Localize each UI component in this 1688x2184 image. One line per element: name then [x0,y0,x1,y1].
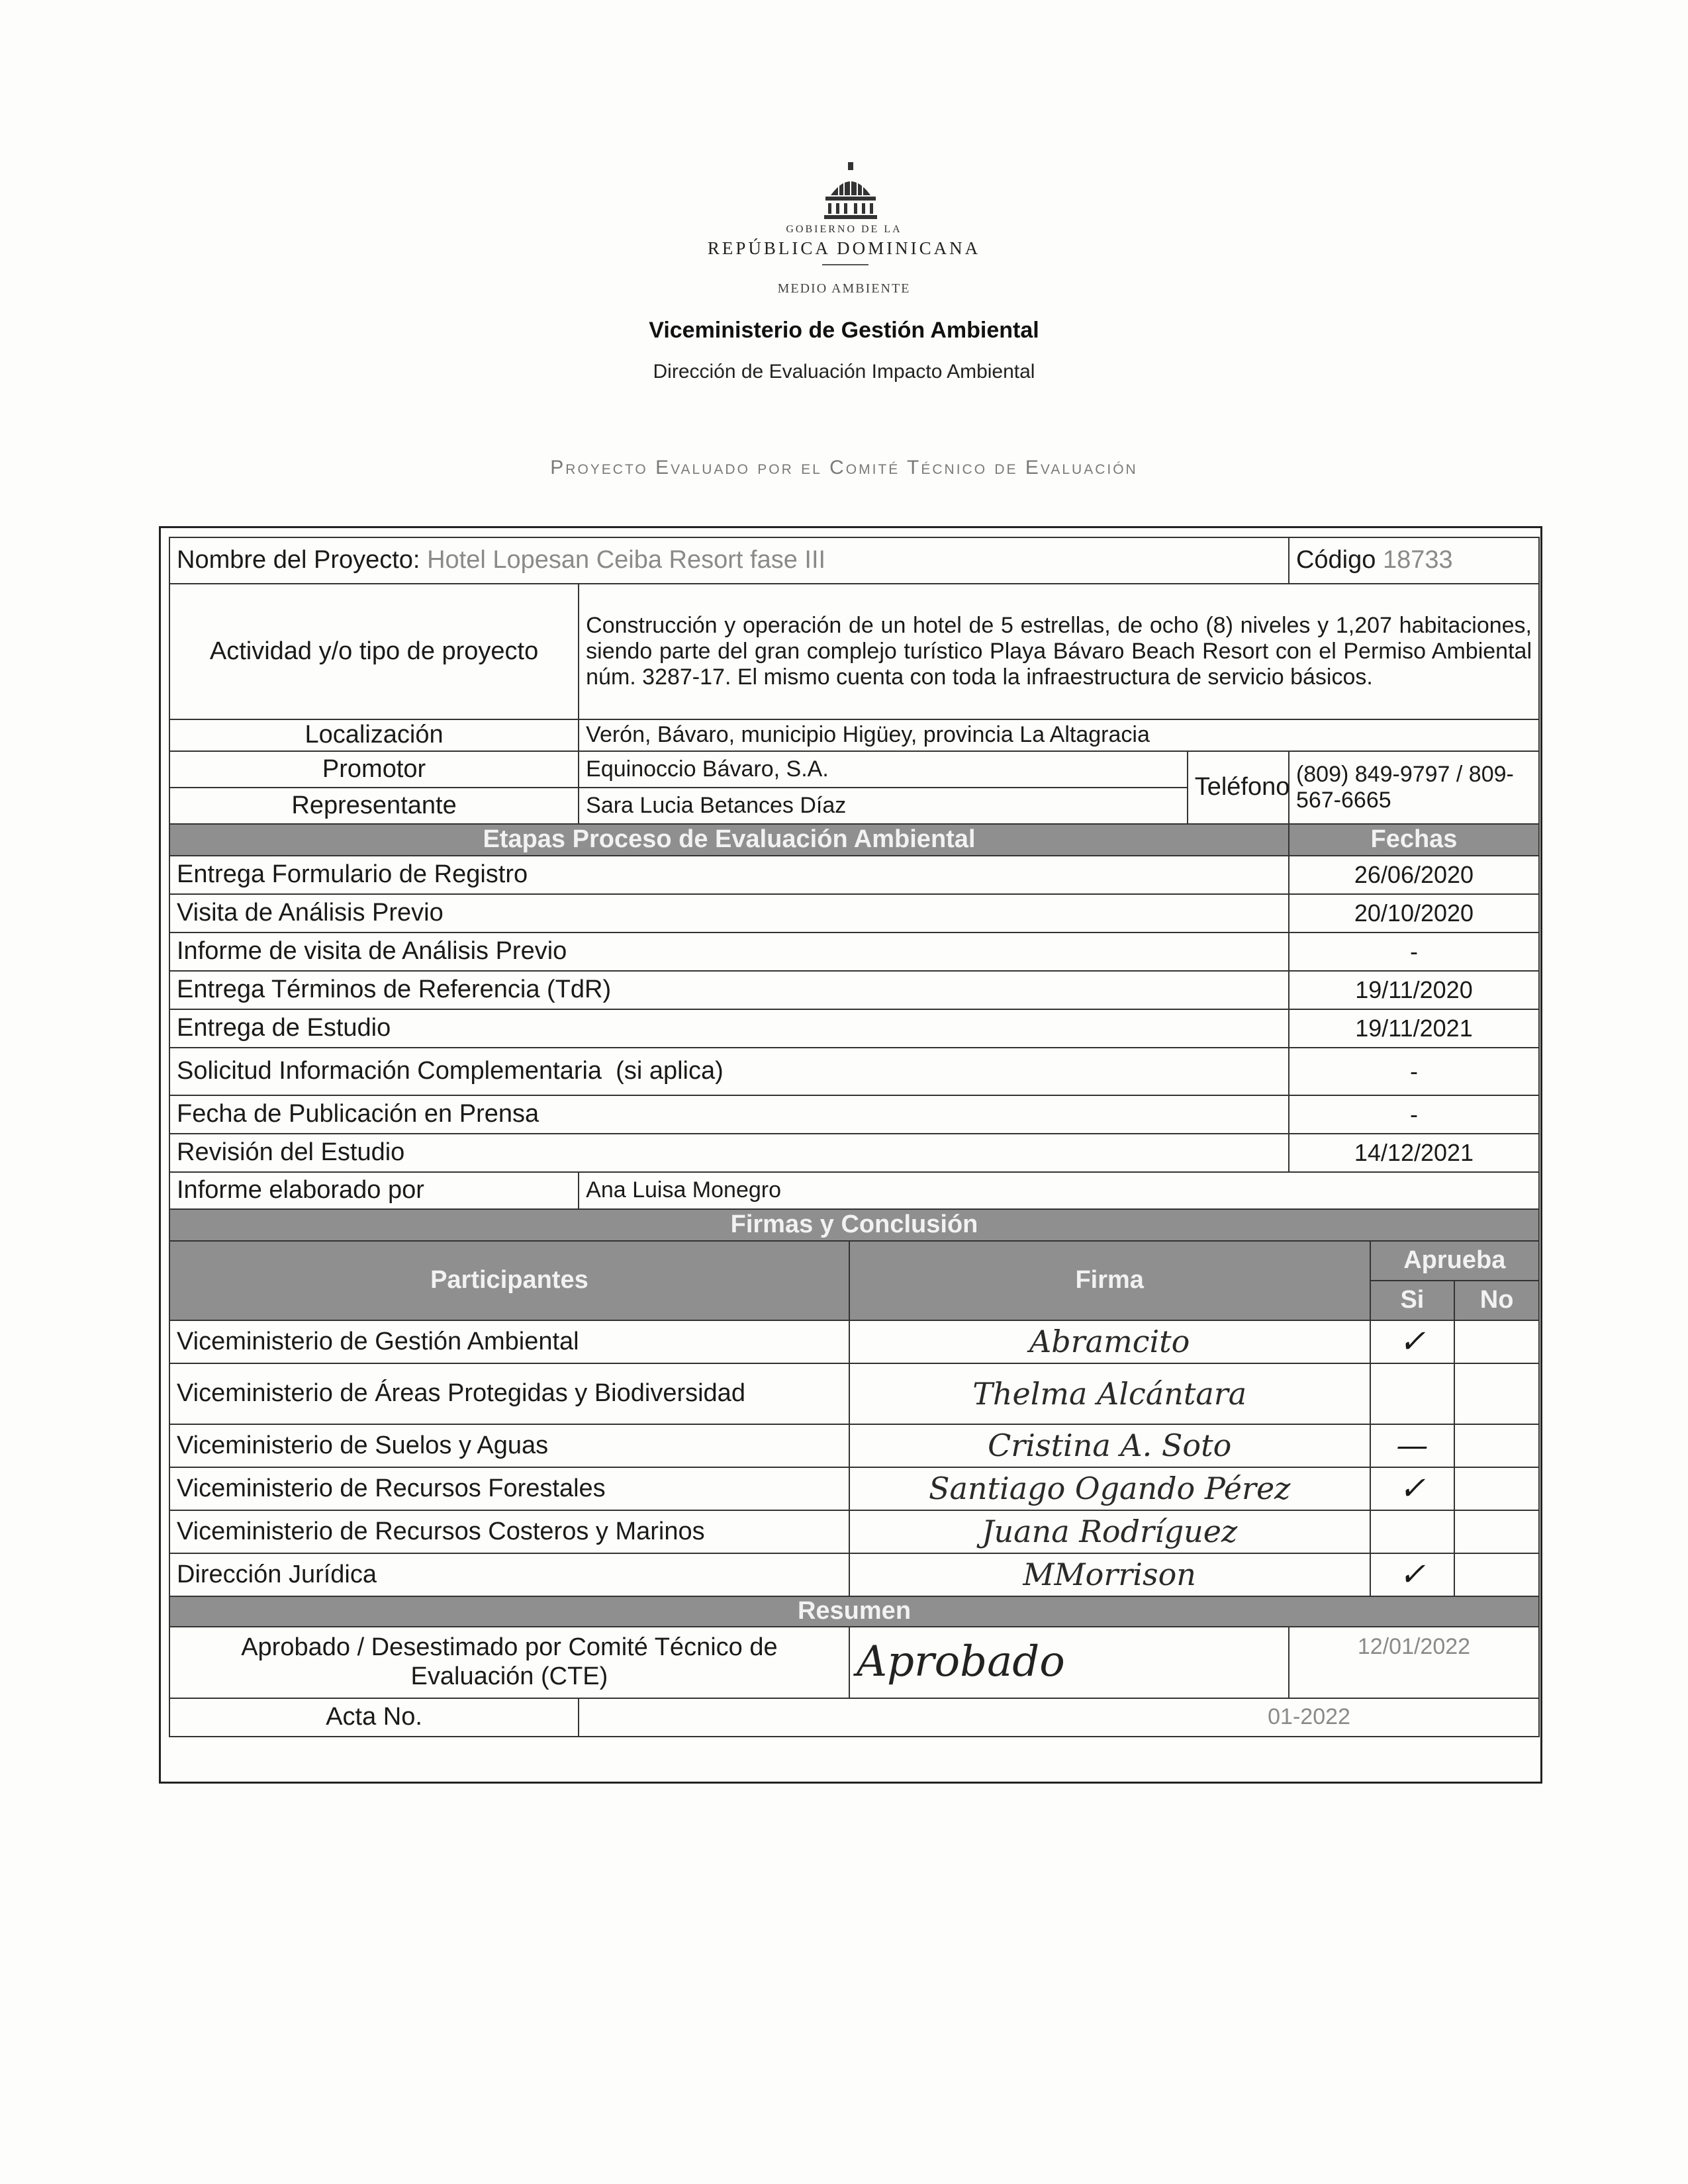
location-row [169,719,1539,751]
stage-row [169,1095,1539,1134]
participant-label: Dirección Jurídica [169,1553,849,1596]
stage-date: - [1289,1095,1539,1134]
project-name-row [169,537,1539,584]
approve-no-mark [1454,1320,1539,1363]
code-value: 18733 [1382,546,1453,574]
telefono-label: Teléfono [1188,751,1289,824]
approve-si-mark: — [1370,1424,1455,1467]
signature-row [169,1363,1539,1424]
activity-row [169,584,1539,719]
approve-no-mark [1454,1553,1539,1596]
stage-row [169,1009,1539,1048]
stage-label: Solicitud Información Complementaria (si aplica) [169,1048,1289,1095]
firmas-columns-row [169,1241,1539,1281]
approve-si-mark: ✓ [1370,1320,1455,1363]
informe-value: Ana Luisa Monegro [579,1172,1539,1209]
participant-label: Viceministerio de Áreas Protegidas y Biodiversidad [169,1363,849,1424]
aprueba-header: Aprueba [1370,1241,1539,1281]
approve-no-mark [1454,1510,1539,1553]
telefono-value: (809) 849-9797 / 809-567-6665 [1289,751,1539,824]
stage-label: Fecha de Publicación en Prensa [169,1095,1289,1134]
aprobado-date: 12/01/2022 [1289,1627,1539,1698]
document-title: Proyecto Evaluado por el Comité Técnico de Evaluación [550,457,1138,478]
code-label: Código [1295,546,1376,574]
aprobado-handwritten: Aprobado [849,1627,1289,1698]
stage-label: Revisión del Estudio [169,1134,1289,1172]
stage-label: Visita de Análisis Previo [169,894,1289,933]
signature-row [169,1467,1539,1510]
republica-dominicana-label: REPÚBLICA DOMINICANA [707,238,981,258]
viceministerio-heading: Viceministerio de Gestión Ambiental [649,318,1039,343]
signature: Cristina A. Soto [849,1424,1370,1467]
signature: Thelma Alcántara [849,1363,1370,1424]
signature: Abramcito [849,1320,1370,1363]
participant-label: Viceministerio de Suelos y Aguas [169,1424,849,1467]
representante-value: Sara Lucia Betances Díaz [579,788,1188,824]
approve-no-mark [1454,1467,1539,1510]
stage-label: Entrega Términos de Referencia (TdR) [169,971,1289,1009]
stage-row [169,971,1539,1009]
approve-si-mark: ✓ [1370,1553,1455,1596]
stage-date: 14/12/2021 [1289,1134,1539,1172]
stage-label: Entrega de Estudio [169,1009,1289,1048]
signature-row [169,1553,1539,1596]
no-header: No [1454,1281,1539,1320]
stage-date: 26/06/2020 [1289,856,1539,894]
project-name-label: Nombre del Proyecto: [177,546,420,574]
acta-value: 01-2022 [579,1698,1539,1737]
stage-date: - [1289,1048,1539,1095]
location-value: Verón, Bávaro, municipio Higüey, provincia La Altagracia [579,719,1539,751]
stage-date: 19/11/2021 [1289,1009,1539,1048]
approve-si-mark: ✓ [1370,1467,1455,1510]
informe-row [169,1172,1539,1209]
government-palace-logo [818,162,884,225]
stages-header: Etapas Proceso de Evaluación Ambiental [169,824,1289,856]
evaluation-form-table [169,537,1540,1737]
approve-no-mark [1454,1424,1539,1467]
promotor-value: Equinoccio Bávaro, S.A. [579,751,1188,788]
promotor-row [169,751,1539,788]
stage-label: Entrega Formulario de Registro [169,856,1289,894]
signature-row [169,1510,1539,1553]
stage-date: 20/10/2020 [1289,894,1539,933]
activity-label: Actividad y/o tipo de proyecto [169,584,579,719]
acta-label: Acta No. [169,1698,579,1737]
approve-no-mark [1454,1363,1539,1424]
representante-label: Representante [169,788,579,824]
header-divider [822,264,868,265]
signature: Juana Rodríguez [849,1510,1370,1553]
resumen-header: Resumen [169,1596,1539,1627]
stage-row [169,1134,1539,1172]
approve-si-mark [1370,1363,1455,1424]
location-label: Localización [169,719,579,751]
participant-label: Viceministerio de Recursos Costeros y Marinos [169,1510,849,1553]
stage-row [169,933,1539,971]
dates-header: Fechas [1289,824,1539,856]
stage-row [169,1048,1539,1095]
aprobado-row [169,1627,1539,1698]
participantes-header: Participantes [169,1241,849,1320]
signature: MMorrison [849,1553,1370,1596]
activity-value: Construcción y operación de un hotel de 5 estrellas, de ocho (8) niveles y 1,207 habitaciones, siendo parte del gran complejo turístico Playa Bávaro Beach Resort con el Permiso Ambiental núm. 3287-17. El mismo cuenta con toda la infraestructura de servicio básicos. [579,584,1539,719]
participant-label: Viceministerio de Gestión Ambiental [169,1320,849,1363]
stages-header-row [169,824,1539,856]
firma-header: Firma [849,1241,1370,1320]
stage-label: Informe de visita de Análisis Previo [169,933,1289,971]
stage-row [169,894,1539,933]
stage-date: 19/11/2020 [1289,971,1539,1009]
signature-row [169,1320,1539,1363]
acta-row [169,1698,1539,1737]
si-header: Si [1370,1281,1455,1320]
gobierno-de-la-label: GOBIERNO DE LA [786,224,902,235]
promotor-label: Promotor [169,751,579,788]
participant-label: Viceministerio de Recursos Forestales [169,1467,849,1510]
firmas-header-row [169,1209,1539,1241]
informe-label: Informe elaborado por [169,1172,579,1209]
approve-si-mark [1370,1510,1455,1553]
project-name-value: Hotel Lopesan Ceiba Resort fase III [427,546,826,574]
stage-date: - [1289,933,1539,971]
signature-row [169,1424,1539,1467]
firmas-header: Firmas y Conclusión [169,1209,1539,1241]
signature: Santiago Ogando Pérez [849,1467,1370,1510]
direccion-heading: Dirección de Evaluación Impacto Ambiental [653,361,1035,383]
stage-row [169,856,1539,894]
aprobado-label: Aprobado / Desestimado por Comité Técnico de Evaluación (CTE) [169,1627,849,1698]
resumen-header-row [169,1596,1539,1627]
medio-ambiente-label: MEDIO AMBIENTE [777,281,911,296]
